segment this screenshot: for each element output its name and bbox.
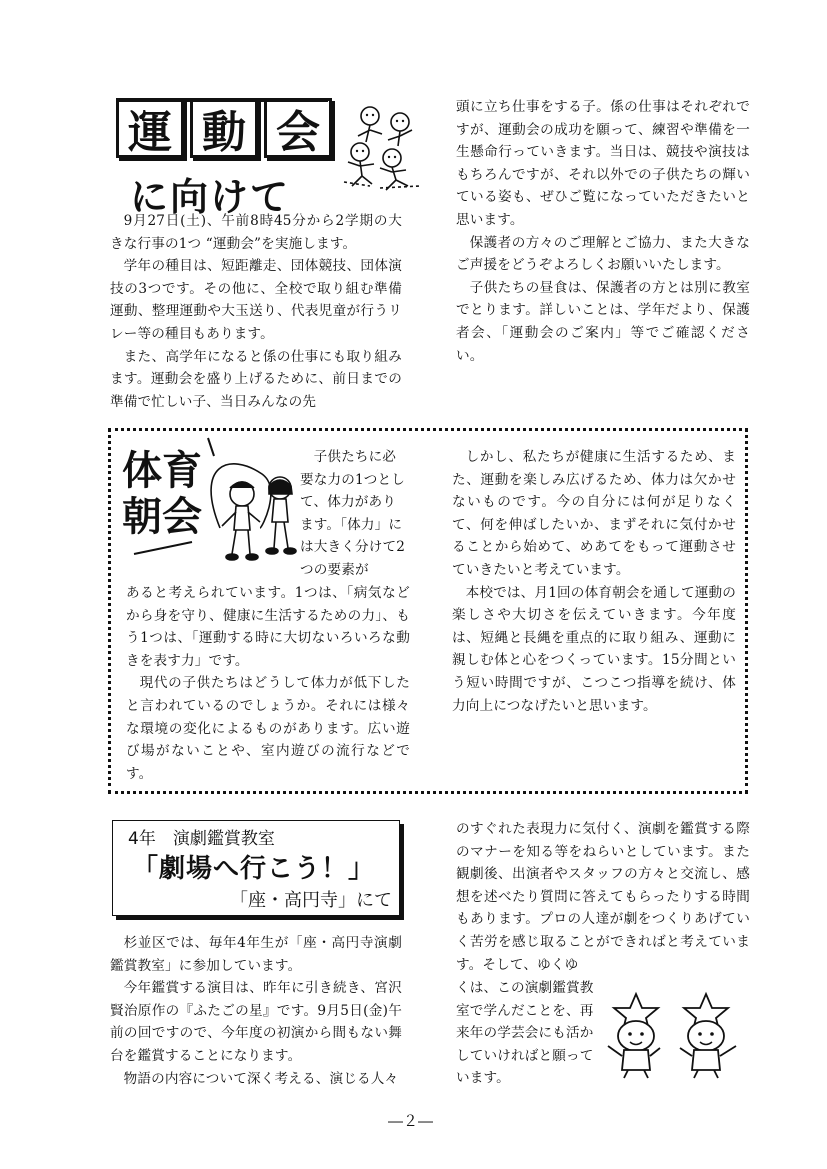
running-children-illustration: [340, 100, 432, 192]
paragraph: しかし、私たちが健康に生活するため、また、運動を楽しみ広げるため、体力は欠かせないものです。今の自分には何が足りなくて、何を伸ばしたいか、まずそれに気付かせることから始めて、めあてをもって運動させていきたいと考えています。: [452, 449, 736, 578]
page-number: ―２―: [388, 1112, 434, 1130]
paragraph: のすぐれた表現力に気付く、演劇を鑑賞する際のマナーを知る等をねらいとしています。また観劇後、出演者やスタッフの方々と交流し、感想を述べたり質問に答えてもらったりする時間もあります。プロの人達が劇をつくりあげていく苦労を感じ取ることができればと考えています。そして、ゆくゆ: [456, 821, 750, 973]
paragraph: 今年鑑賞する演目は、昨年に引き続き、宮沢賢治原作の『ふたごの星』です。9月5日(金)午前の回ですので、今年度の初演から間もない舞台を鑑賞することになります。: [110, 980, 402, 1064]
section1-title: [116, 98, 332, 158]
section2-intro: [300, 446, 406, 582]
title-bar: [116, 98, 328, 102]
paragraph: 物語の内容について深く考える、演じる人々: [123, 1070, 399, 1087]
paragraph: また、高学年になると係の仕事にも取り組みます。運動会を盛り上げるために、前日までの準備で忙しい子、当日みんなの先: [110, 348, 402, 410]
paragraph: 9月27日(土)、午前8時45分から2学期の大きな行事の1つ “運動会”を実施します。: [110, 213, 402, 252]
section1-left-column: [110, 210, 402, 413]
section3-left-column: [110, 932, 402, 1090]
paragraph: 頭に立ち仕事をする子。係の仕事はそれぞれですが、運動会の成功を願って、練習や準備を一生懸命行っていきます。当日は、競技や演技はもちろんですが、それ以外での子供たちの輝いている姿も、ぜひご覧になっていただきたいと思います。: [456, 99, 750, 228]
jump-rope-children-illustration: [132, 436, 302, 566]
title-line: 朝会: [122, 494, 202, 540]
title-line: 体育: [122, 448, 202, 494]
paragraph: 杉並区では、毎年4年生が「座・高円寺演劇鑑賞教室」に参加しています。: [110, 935, 402, 974]
section1-subtitle: に向けて: [130, 175, 291, 219]
paragraph: くは、この演劇鑑賞教室で学んだことを、再来年の学芸会にも活かしていければと願っています。: [456, 980, 594, 1087]
paragraph: 子供たちの昼食は、保護者の方とは別に教室でとります。詳しいことは、学年だより、保護者会、「運動会のご案内」等でご確認ください。: [456, 279, 750, 364]
paragraph: 子供たちに必要な力の1つとして、体力があります。「体力」には大きく分けて2つの要素が: [300, 449, 406, 578]
title-char: 会: [264, 98, 332, 158]
section3-title-main: 「劇場へ行こう！」: [132, 854, 376, 884]
title-char: 動: [190, 98, 258, 158]
twin-stars-illustration: [602, 990, 752, 1080]
paragraph: 現代の子供たちはどうして体力が低下したと言われているのでしょうか。それには様々な環境の変化によるものがあります。広い遊び場がないことや、室内遊びの流行などです。: [126, 675, 410, 782]
section3-right-tail: [456, 977, 606, 1090]
paragraph: 本校では、月1回の体育朝会を通して運動の楽しさや大切さを伝えていきます。今年度は、短縄と長縄を重点的に取り組み、運動に親しむ体と心をつくっています。15分間という短い時間ですが、こつこつ指導を続け、体力向上につなげたいと思います。: [452, 584, 736, 714]
section1-right-column: [456, 96, 750, 367]
paragraph: あると考えられています。1つは、「病気などから身を守り、健康に生活するための力」、もう1つは、「運動する時に大切ないろいろな動きを表す力」です。: [126, 585, 410, 669]
section2-right-column: [452, 446, 736, 717]
section3-title-line: 「座・高円寺」にて: [230, 890, 392, 911]
section2-left-column: [126, 582, 410, 785]
section3-right-column: [456, 818, 750, 976]
paragraph: 学年の種目は、短距離走、団体競技、団体演技の3つです。その他に、全校で取り組む準備運動、整理運動や大玉送り、代表児童が行うリレー等の種目もあります。: [110, 258, 402, 342]
section3-title-line: 4年 演劇鑑賞教室: [128, 829, 275, 849]
title-char: 運: [116, 98, 184, 158]
paragraph: 保護者の方々のご理解とご協力、また大きなご声援をどうぞよろしくお願いいたします。: [456, 234, 750, 274]
